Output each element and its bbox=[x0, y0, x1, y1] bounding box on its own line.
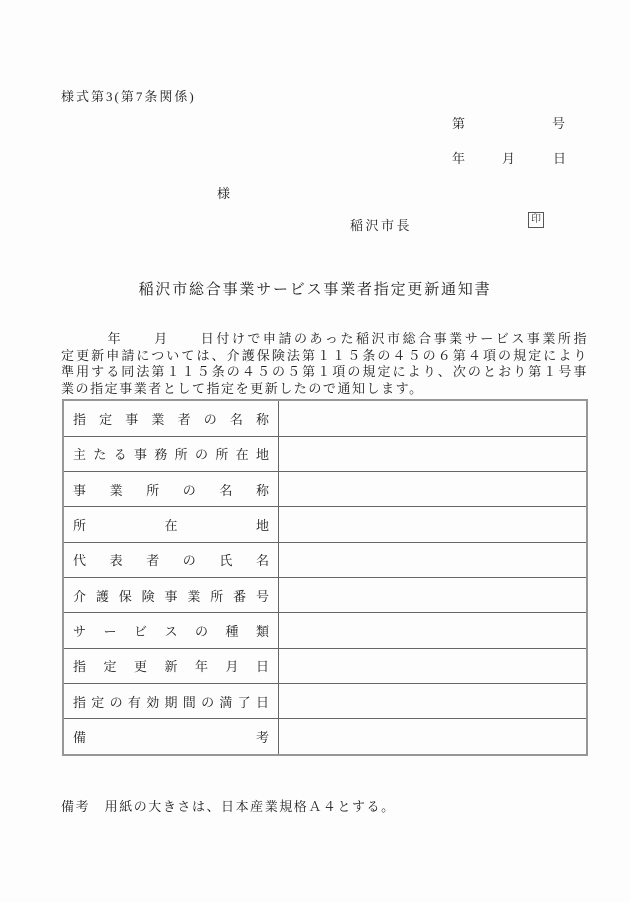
table-row bbox=[63, 472, 587, 507]
row-label: 指定更新年月日 bbox=[63, 648, 279, 683]
row-value-cell bbox=[279, 472, 588, 507]
document-title: 稲沢市総合事業サービス事業者指定更新通知書 bbox=[138, 282, 492, 298]
table-row bbox=[63, 683, 587, 718]
table-row bbox=[63, 648, 587, 683]
date-year-label: 年 bbox=[452, 151, 466, 166]
row-value-cell bbox=[279, 507, 588, 542]
table-row bbox=[63, 613, 587, 648]
table-row bbox=[63, 577, 587, 612]
row-label: サービスの種類 bbox=[63, 613, 279, 648]
row-value-cell bbox=[279, 613, 588, 648]
official-seal-icon: 印 bbox=[528, 212, 544, 228]
row-label: 所在地 bbox=[63, 507, 279, 542]
row-label: 介護保険事業所番号 bbox=[63, 577, 279, 612]
body-paragraph bbox=[61, 331, 588, 397]
issuer-name: 稲沢市長 bbox=[350, 218, 413, 233]
row-label: 指定事業者の名称 bbox=[63, 400, 279, 436]
paper-size-footnote: 備考 用紙の大きさは、日本産業規格Ａ４とする。 bbox=[61, 799, 396, 814]
row-value-cell bbox=[279, 648, 588, 683]
doc-number-prefix: 第 bbox=[452, 116, 466, 131]
row-value-cell bbox=[279, 719, 588, 755]
body-line: 年 月 日付けで申請のあった稲沢市総合事業サービス事業所指 bbox=[61, 331, 588, 346]
table-row bbox=[63, 719, 587, 755]
row-label: 事業所の名称 bbox=[63, 472, 279, 507]
row-label: 指定の有効期間の満了日 bbox=[63, 683, 279, 718]
row-label: 備考 bbox=[63, 719, 279, 755]
table-row bbox=[63, 436, 587, 471]
table-row bbox=[63, 400, 587, 436]
row-value-cell bbox=[279, 400, 588, 436]
date-day-label: 日 bbox=[553, 151, 567, 166]
body-line: 準用する同法第１１５条の４５の５第１項の規定により、次のとおり第１号事 bbox=[61, 364, 588, 379]
date-month-label: 月 bbox=[502, 151, 516, 166]
row-value-cell bbox=[279, 683, 588, 718]
row-value-cell bbox=[279, 542, 588, 577]
row-value-cell bbox=[279, 577, 588, 612]
row-label: 代表者の氏名 bbox=[63, 542, 279, 577]
form-style-label: 様式第3(第7条関係) bbox=[61, 89, 196, 104]
row-label: 主たる事務所の所在地 bbox=[63, 436, 279, 471]
table-row bbox=[63, 507, 587, 542]
body-line: 定更新申請については、介護保険法第１１５条の４５の６第４項の規定により bbox=[61, 347, 588, 363]
notice-table bbox=[62, 399, 588, 756]
row-value-cell bbox=[279, 436, 588, 471]
table-row bbox=[63, 542, 587, 577]
body-line: 業の指定事業者として指定を更新したので通知します。 bbox=[61, 380, 424, 396]
addressee-honorific: 様 bbox=[217, 186, 231, 201]
doc-number-suffix: 号 bbox=[552, 116, 566, 131]
